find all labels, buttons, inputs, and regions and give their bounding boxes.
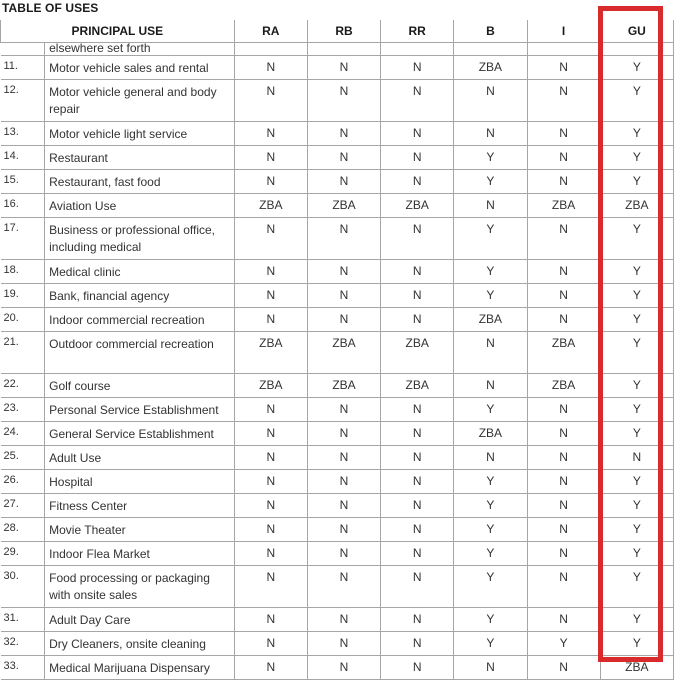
header-rb: RB — [307, 20, 380, 43]
row-principal-use: Hospital — [45, 470, 235, 494]
uses-table — [0, 20, 674, 680]
cell-b: Y — [454, 284, 527, 308]
cell-ra: N — [234, 632, 307, 656]
row-number: 20. — [1, 308, 45, 332]
table-row — [1, 656, 674, 680]
cell-rr: N — [381, 608, 454, 632]
row-principal-use: Medical Marijuana Dispensary — [45, 656, 235, 680]
row-principal-use: Dry Cleaners, onsite cleaning — [45, 632, 235, 656]
cell-rb: N — [307, 446, 380, 470]
table-row — [1, 470, 674, 494]
row-principal-use: Golf course — [45, 374, 235, 398]
cell-rb: N — [307, 260, 380, 284]
row-number: 24. — [1, 422, 45, 446]
row-principal-use: Outdoor commercial recreation — [45, 332, 235, 374]
row-principal-use: Business or professional office, including medical — [45, 218, 235, 260]
cell-b: N — [454, 374, 527, 398]
header-principal-use: PRINCIPAL USE — [1, 20, 235, 43]
cell-b: ZBA — [454, 308, 527, 332]
row-number: 30. — [1, 566, 45, 608]
row-number: 22. — [1, 374, 45, 398]
row-number: 33. — [1, 656, 45, 680]
cell-ra: N — [234, 284, 307, 308]
row-principal-use: Motor vehicle general and body repair — [45, 80, 235, 122]
cell-b: Y — [454, 518, 527, 542]
cell-gu: Y — [600, 566, 673, 608]
cell-rr: N — [381, 542, 454, 566]
row-number: 23. — [1, 398, 45, 422]
cell-b: Y — [454, 566, 527, 608]
cell-gu: Y — [600, 56, 673, 80]
row-number: 16. — [1, 194, 45, 218]
table-row — [1, 446, 674, 470]
cell-b: Y — [454, 146, 527, 170]
cell-ra: N — [234, 518, 307, 542]
cell-gu: Y — [600, 146, 673, 170]
row-number: 17. — [1, 218, 45, 260]
table-row — [1, 146, 674, 170]
cell-gu: Y — [600, 80, 673, 122]
cell-b: Y — [454, 260, 527, 284]
cell-i: ZBA — [527, 374, 600, 398]
cell-rr: N — [381, 284, 454, 308]
row-principal-use: Aviation Use — [45, 194, 235, 218]
cell-rr: ZBA — [381, 332, 454, 374]
cell-rr: N — [381, 146, 454, 170]
table-row — [1, 518, 674, 542]
cell-i: N — [527, 446, 600, 470]
cell-rr: ZBA — [381, 374, 454, 398]
row-principal-use: Motor vehicle light service — [45, 122, 235, 146]
cell-rr: N — [381, 308, 454, 332]
row-number: 12. — [1, 80, 45, 122]
cell-b: ZBA — [454, 422, 527, 446]
cell-rb: N — [307, 218, 380, 260]
table-row — [1, 542, 674, 566]
row-principal-use: Bank, financial agency — [45, 284, 235, 308]
cell-i: N — [527, 470, 600, 494]
cell-ra: N — [234, 470, 307, 494]
cell-rb: N — [307, 542, 380, 566]
cell-rr: N — [381, 170, 454, 194]
cell-rb: N — [307, 518, 380, 542]
cell-ra: N — [234, 80, 307, 122]
cell-ra: N — [234, 446, 307, 470]
table-row — [1, 308, 674, 332]
cell-i: N — [527, 218, 600, 260]
cell-rr: N — [381, 422, 454, 446]
table-row — [1, 608, 674, 632]
cell-rb: ZBA — [307, 374, 380, 398]
row-principal-use: Motor vehicle sales and rental — [45, 56, 235, 80]
cell-ra: N — [234, 146, 307, 170]
cell-rr: N — [381, 632, 454, 656]
cell-gu: Y — [600, 398, 673, 422]
row-number: 15. — [1, 170, 45, 194]
cell-i: ZBA — [527, 332, 600, 374]
cell-b: Y — [454, 608, 527, 632]
table-row — [1, 632, 674, 656]
row-principal-use: General Service Establishment — [45, 422, 235, 446]
cell-b: N — [454, 122, 527, 146]
cell-ra: N — [234, 56, 307, 80]
row-number: 11. — [1, 56, 45, 80]
row-number: 29. — [1, 542, 45, 566]
cell-gu: Y — [600, 170, 673, 194]
row-number: 31. — [1, 608, 45, 632]
header-i: I — [527, 20, 600, 43]
table-row — [1, 122, 674, 146]
cell-i: N — [527, 542, 600, 566]
row-principal-use: Restaurant, fast food — [45, 170, 235, 194]
cell-gu: Y — [600, 608, 673, 632]
row-principal-use: Adult Day Care — [45, 608, 235, 632]
cell-ra: N — [234, 308, 307, 332]
row-number: 28. — [1, 518, 45, 542]
row-principal-use: Food processing or packaging with onsite sales — [45, 566, 235, 608]
row-principal-use: Restaurant — [45, 146, 235, 170]
cell-b: Y — [454, 398, 527, 422]
cell-gu: Y — [600, 260, 673, 284]
cell-b: Y — [454, 218, 527, 260]
cell-rb: N — [307, 470, 380, 494]
cell-gu: Y — [600, 518, 673, 542]
cell-rr: N — [381, 260, 454, 284]
table-title: TABLE OF USES — [2, 1, 99, 15]
cell-b: Y — [454, 170, 527, 194]
cell-ra: N — [234, 122, 307, 146]
cell-gu: ZBA — [600, 656, 673, 680]
table-row — [1, 80, 674, 122]
cell-gu: Y — [600, 332, 673, 374]
cell-rb: N — [307, 122, 380, 146]
cell-i: N — [527, 494, 600, 518]
table-row — [1, 284, 674, 308]
cell-ra: N — [234, 494, 307, 518]
cell-b: N — [454, 446, 527, 470]
header-row — [1, 20, 674, 43]
cell-i: N — [527, 398, 600, 422]
cell-rr: N — [381, 446, 454, 470]
row-principal-use: Personal Service Establishment — [45, 398, 235, 422]
cell-i: N — [527, 656, 600, 680]
cell-b: N — [454, 332, 527, 374]
row-number: 14. — [1, 146, 45, 170]
row-principal-use: Medical clinic — [45, 260, 235, 284]
table-row — [1, 170, 674, 194]
cell-rr: N — [381, 398, 454, 422]
cell-rb: N — [307, 422, 380, 446]
cell-ra: N — [234, 260, 307, 284]
cell-rr: N — [381, 122, 454, 146]
cell-rr: N — [381, 80, 454, 122]
row-number: 21. — [1, 332, 45, 374]
row-number: 27. — [1, 494, 45, 518]
cell-gu: Y — [600, 632, 673, 656]
cell-rb: N — [307, 80, 380, 122]
cell-gu: ZBA — [600, 194, 673, 218]
cell-ra: ZBA — [234, 332, 307, 374]
row-principal-use: Movie Theater — [45, 518, 235, 542]
cell-b: Y — [454, 542, 527, 566]
row-number: 25. — [1, 446, 45, 470]
cell-gu: Y — [600, 374, 673, 398]
table-row — [1, 56, 674, 80]
cell-rb: N — [307, 632, 380, 656]
cell-gu: Y — [600, 470, 673, 494]
cell-i: N — [527, 260, 600, 284]
cell-ra: N — [234, 542, 307, 566]
cell-b: Y — [454, 632, 527, 656]
cell-b: N — [454, 194, 527, 218]
header-ra: RA — [234, 20, 307, 43]
cell-i: N — [527, 284, 600, 308]
cell-rb: N — [307, 146, 380, 170]
header-b: B — [454, 20, 527, 43]
cell-rb: N — [307, 398, 380, 422]
cell-gu: Y — [600, 542, 673, 566]
row-number: 32. — [1, 632, 45, 656]
table-row — [1, 398, 674, 422]
cell-i: N — [527, 566, 600, 608]
cell-rr: ZBA — [381, 194, 454, 218]
row-number: 13. — [1, 122, 45, 146]
cell-i: N — [527, 80, 600, 122]
cell-i: Y — [527, 632, 600, 656]
table-row — [1, 374, 674, 398]
cell-gu: N — [600, 446, 673, 470]
cell-rb: N — [307, 494, 380, 518]
cell-ra: N — [234, 422, 307, 446]
row-number: 19. — [1, 284, 45, 308]
cell-gu: Y — [600, 218, 673, 260]
header-gu: GU — [600, 20, 673, 43]
row-number: 18. — [1, 260, 45, 284]
cell-rb: N — [307, 656, 380, 680]
table-row — [1, 566, 674, 608]
cell-rb: N — [307, 608, 380, 632]
cell-rr: N — [381, 566, 454, 608]
cell-b: N — [454, 656, 527, 680]
row-principal-use: Fitness Center — [45, 494, 235, 518]
cell-gu: Y — [600, 494, 673, 518]
cell-rr: N — [381, 470, 454, 494]
cell-b: Y — [454, 470, 527, 494]
cell-rr: N — [381, 218, 454, 260]
header-rr: RR — [381, 20, 454, 43]
cell-gu: Y — [600, 122, 673, 146]
table-row — [1, 422, 674, 446]
row-principal-use: Adult Use — [45, 446, 235, 470]
table-row — [1, 218, 674, 260]
cell-rb: N — [307, 308, 380, 332]
cell-i: N — [527, 518, 600, 542]
cell-ra: N — [234, 656, 307, 680]
cell-rr: N — [381, 494, 454, 518]
cell-ra: ZBA — [234, 194, 307, 218]
row-use: elsewhere set forth — [45, 43, 235, 56]
cell-rb: ZBA — [307, 194, 380, 218]
cell-b: Y — [454, 494, 527, 518]
cell-b: N — [454, 80, 527, 122]
cell-rb: N — [307, 284, 380, 308]
row-number — [1, 43, 45, 56]
cell-rb: N — [307, 566, 380, 608]
cell-i: ZBA — [527, 194, 600, 218]
cell-ra: N — [234, 566, 307, 608]
cell-i: N — [527, 122, 600, 146]
row-principal-use: Indoor commercial recreation — [45, 308, 235, 332]
cell-i: N — [527, 608, 600, 632]
cell-b: ZBA — [454, 56, 527, 80]
cell-i: N — [527, 170, 600, 194]
row-principal-use: Indoor Flea Market — [45, 542, 235, 566]
cell-rb: N — [307, 56, 380, 80]
cell-rr: N — [381, 56, 454, 80]
cell-i: N — [527, 146, 600, 170]
cell-rr: N — [381, 656, 454, 680]
table-row — [1, 332, 674, 374]
cell-ra: N — [234, 398, 307, 422]
cell-i: N — [527, 308, 600, 332]
cell-gu: Y — [600, 422, 673, 446]
table-row — [1, 494, 674, 518]
cell-rr: N — [381, 518, 454, 542]
table-row — [1, 260, 674, 284]
cell-ra: ZBA — [234, 374, 307, 398]
table-row-partial — [1, 43, 674, 56]
cell-i: N — [527, 422, 600, 446]
cell-ra: N — [234, 218, 307, 260]
cell-gu: Y — [600, 308, 673, 332]
cell-ra: N — [234, 170, 307, 194]
cell-ra: N — [234, 608, 307, 632]
cell-rb: ZBA — [307, 332, 380, 374]
row-number: 26. — [1, 470, 45, 494]
cell-i: N — [527, 56, 600, 80]
table-row — [1, 194, 674, 218]
cell-rb: N — [307, 170, 380, 194]
cell-gu: Y — [600, 284, 673, 308]
